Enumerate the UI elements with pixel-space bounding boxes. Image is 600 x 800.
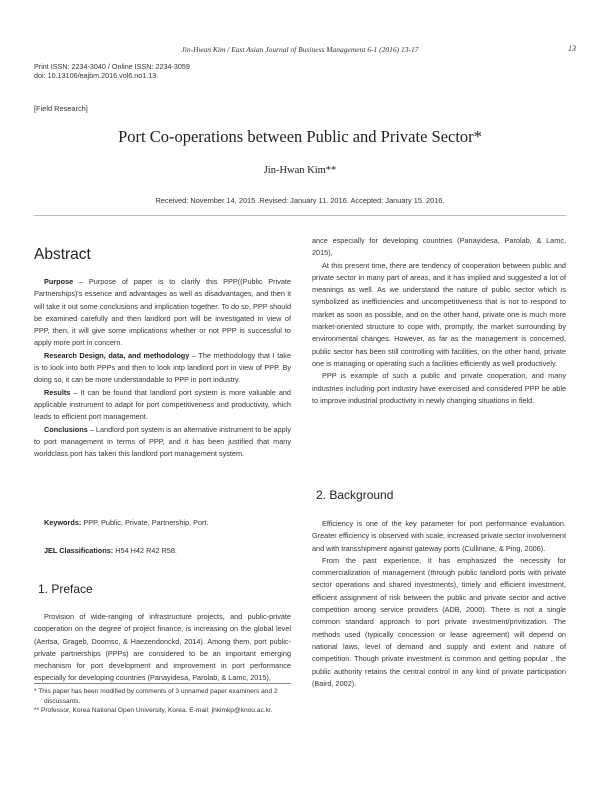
running-header: Jin-Hwan Kim / East Asian Journal of Business Management 6-1 (2016) 13-17: [181, 45, 419, 54]
paper-title: Port Co-operations between Public and Private Sector*: [118, 127, 482, 146]
keywords-text: PPP, Public, Private, Partnership, Port.: [81, 518, 209, 527]
page-number: 13: [568, 44, 576, 53]
abstract-purpose: [34, 276, 291, 350]
abstract-body: [34, 276, 291, 460]
preface-p1-left: [34, 611, 291, 683]
issn-block: [34, 62, 190, 80]
issn-line: Print ISSN: 2234-3040 / Online ISSN: 2234-3059: [34, 62, 190, 71]
jel-label: JEL Classifications:: [44, 546, 114, 555]
abstract-results: [34, 387, 291, 424]
divider: [34, 215, 566, 216]
purpose-text: – Purpose of paper is to clarify this PPP((Public Private Partnerships)'s essence and advantages as well as disadvantages, and then it will take it out some conclusions and implication together. To do so, PPP should be examined carefully and then landlord port will be investigated in view of PPP, then, it will give some implications whether or not PPP is successful to apply more port in concern.: [34, 277, 291, 348]
jel-classifications: [44, 546, 177, 555]
field-label: [Field Research]: [34, 104, 88, 113]
abstract-conclusions: [34, 424, 291, 461]
method-text: – The methodology that I take is to look into both PPPs and then to look intp landlord port in view of PPP. By doing so, it can be more understandable to PPP in port industry.: [34, 350, 292, 385]
jel-text: H54 H42 R42 R58.: [113, 546, 177, 555]
preface-right: [312, 235, 566, 407]
results-text: – It can be found that landlord port system is more valuable and applicable instrument to adapt for port competitiveness and productivity, which leads to efficient port management.: [34, 387, 291, 422]
keywords-label: Keywords:: [44, 518, 82, 527]
abstract-heading: Abstract: [34, 246, 91, 263]
keywords: [44, 518, 209, 527]
conclusions-label: Conclusions: [44, 424, 88, 434]
method-label: Research Design, data, and methodology: [44, 350, 190, 360]
conclusions-text: – Landlord port system is an alternative instrument to be apply to port management in terms of PPP, and it has been justified that many worldclass port has taken this landlord port management system.: [34, 424, 292, 459]
footnote-2: ** Professor, Korea National Open University, Korea. E-mail: jhkimkp@knou.ac.kr.: [34, 707, 273, 715]
received-dates: Received: November 14, 2015 .Revised: January 11. 2016. Accepted: January 15. 2016.: [155, 196, 445, 205]
background-body: [312, 518, 566, 690]
footnote-divider: [34, 683, 291, 684]
purpose-label: Purpose: [44, 277, 74, 286]
author-name: Jin-Hwan Kim**: [263, 165, 337, 176]
preface-paragraph-3: PPP is example of such a public and private cooperation, and many industries including port industry have exercised and considered PPP be able to improve industrial productivity in newly changing situations in field.: [312, 371, 566, 405]
doi-line: doi: 10.13106/eajbm.2016.vol6.no1.13.: [34, 71, 159, 80]
preface-paragraph-2: At this present time, there are tendency of cooperation between public and private sector in many part of areas, and it has implied and suggested a lot of meanings as well. As we understand the nature of public sector which is symbolized as inefficiencies and uncompetitiveness that is not to respond to market as soon as possible, and on the other hand, private one is much more market-oriented structure to cope with, promptly, the market surrounding by environmental changes. However, as far as the management is concerned, public sector has been still controlling with facilities, on the other hand, private one is managing or operating such a facilities efficiently as well productively.: [312, 260, 566, 368]
background-heading: 2. Background: [316, 488, 394, 502]
results-label: Results: [44, 387, 71, 397]
preface-paragraph-1: Provision of wide-ranging of infrastructure projects, and public-private cooperation on the degree of project finance, is increasing on the global level (Aertsa, Grageb, Doomsc, & Haezendonckd, 2014). Among them, port public-private partnerships (PPPs) are considered to be an important emerging mechanism for port development and improvement in port performance especially for developing countries (Panayidesa, Parolab, & Lamc, 2015),: [34, 612, 291, 683]
preface-tail: ance especially for developing countries (Panayidesa, Parolab, & Lamc, 2015),: [312, 236, 566, 258]
preface-heading: 1. Preface: [38, 582, 93, 596]
footnotes: [34, 687, 291, 716]
abstract-method: [34, 350, 291, 387]
footnote-1: * This paper has been modified by comments of 3 unnamed paper examiners and 2 discussants.: [34, 688, 278, 705]
background-paragraph-2: From the past experience, it has emphasized the necessity for commercialization of management (through public landlord ports with private sector operations and shared investments), timely and efficient investment, efficient assignment of risk between the public and private sector and active competition among service providers (ADB, 2000). There is not a single common standard approach to port private investment/privitization. The methods used (typically concession or lease agreement) will depend on national laws, level of demand and supply and extent and nature of competition. Though private investment is common and getting popular , the public authority retains the central control in any kind of private participation (Baird, 2002).: [312, 555, 566, 688]
background-paragraph-1: Efficiency is one of the key parameter for port performance evaluation. Greater efficiency is observed with scale, increased private sector involvement and with transshipment against gateway ports (Cullinane, & Ping, 2006).: [312, 519, 566, 553]
